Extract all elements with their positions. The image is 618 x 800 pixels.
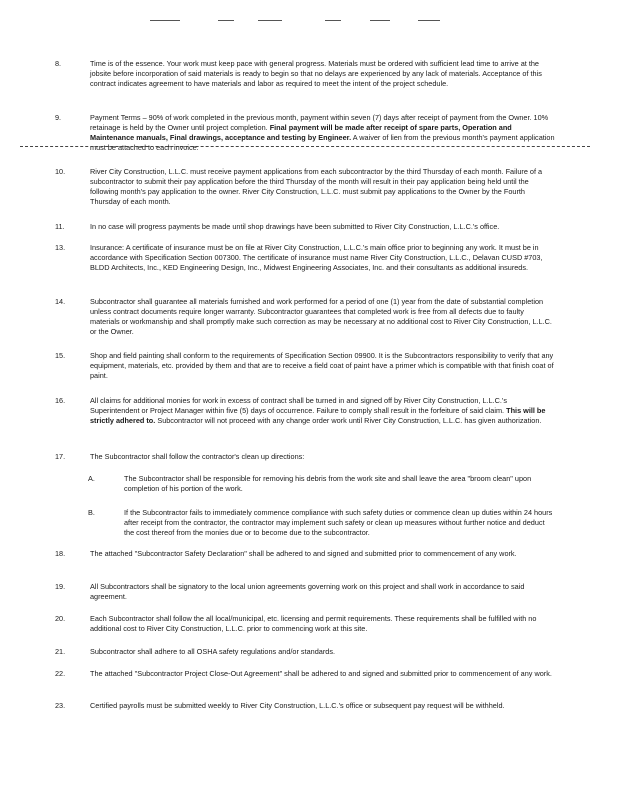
clause-number: 20. bbox=[55, 614, 66, 623]
clause-text-part: Subcontractor will not proceed with any change order work until River City Construction, L.L.C. has given authorization. bbox=[155, 416, 542, 425]
clause-text: Subcontractor shall guarantee all materials furnished and work performed for a period of one (1) year from the date of substantial completion unless contract documents require longer warranty. Subcontractor guarantees that completed work is free from all defects due to faulty materials or workmanship and shall promptly make such correction as may be necessary at no additional cost to River City Construction, L.L.C. or the Owner. bbox=[90, 297, 552, 336]
subclause-letter: B. bbox=[88, 508, 95, 517]
clause-text: Time is of the essence. Your work must keep pace with general progress. Materials must be ordered with sufficient lead time to arrive at the jobsite before incorporation of said materials is ready to begin so that no delays are experienced by any lack of materials. Acceptance of this contract indicates agreement to have materials and labor as required to meet the intent of the project schedule. bbox=[90, 59, 542, 88]
clause-number: 23. bbox=[55, 701, 66, 710]
subclause-text: The Subcontractor shall be responsible for removing his debris from the work site and shall leave the area "broom clean" upon completion of his portion of the work. bbox=[124, 474, 532, 493]
clause-number: 15. bbox=[55, 351, 66, 360]
clause-text: Shop and field painting shall conform to the requirements of Specification Section 09900. It is the Subcontractors responsibility to verify that any equipment, materials, etc. provided by them and that are to receive a field coat of paint have a primer which is compatible with that finish coat of paint. bbox=[90, 351, 554, 380]
clause-text: River City Construction, L.L.C. must receive payment applications from each subcontractor by the third Thursday of each month. Failure of a subcontractor to submit their pay application before the third Thursday of the month will result in their pay application being held until the following month's pay application to the owner. River City Construction, L.L.C. must submit pay applications to the Owner by the Fourth Thursday of each month. bbox=[90, 167, 543, 206]
clause-text: The attached "Subcontractor Safety Declaration" shall be adhered to and signed and submitted prior to commencement of any work. bbox=[90, 549, 517, 558]
clause-number: 8. bbox=[55, 59, 62, 68]
clause-text: The attached "Subcontractor Project Close-Out Agreement" shall be adhered to and signed and submitted prior to commencement of any work. bbox=[90, 669, 552, 678]
clause-number: 11. bbox=[55, 222, 65, 231]
dashed-divider bbox=[20, 146, 590, 147]
clause-text: Each Subcontractor shall follow the all local/municipal, etc. licensing and permit requirements. These requirements shall be fulfilled with no additional cost to River City Construction, L.L.C. prior to commencing work at this site. bbox=[90, 614, 537, 633]
clause-number: 21. bbox=[55, 647, 66, 656]
clause-text: Subcontractor shall adhere to all OSHA safety regulations and/or standards. bbox=[90, 647, 335, 656]
clause-text: The Subcontractor shall follow the contractor's clean up directions: bbox=[90, 452, 305, 461]
clause-number: 10. bbox=[55, 167, 66, 176]
clause-number: 19. bbox=[55, 582, 66, 591]
clause-number: 17. bbox=[55, 452, 66, 461]
subclause-text: If the Subcontractor fails to immediately commence compliance with such safety duties or commence clean up duties within 24 hours after receipt from the contractor, the contractor may implement such safety or clean up measures without further notice and deduct the cost thereof from the monies due or to become due to the subcontractor. bbox=[124, 508, 553, 537]
clause-number: 14. bbox=[55, 297, 66, 306]
clause-text-part: Payment Terms – 90% of work completed in the previous month, payment within seven (7) days after receipt of payment from the Owner. 10% retainage is held by the Owner until project completion. bbox=[90, 113, 549, 132]
clause-text: Certified payrolls must be submitted weekly to River City Construction, L.L.C.'s office or subsequent pay request will be withheld. bbox=[90, 701, 505, 710]
clause-text-bold: Final payment will be made after receipt of spare parts, Operation and Maintenance manuals, Final drawings, acceptance and testing by Engineer. bbox=[90, 123, 512, 142]
clause-number: 9. bbox=[55, 113, 62, 122]
clause-text-part: A waiver of lien from the previous month's payment application must be attached to each invoice. bbox=[90, 133, 555, 152]
clause-number: 22. bbox=[55, 669, 66, 678]
clause-text bbox=[90, 113, 555, 153]
clause-text: All Subcontractors shall be signatory to the local union agreements governing work on this project and shall work in accordance to said agreement. bbox=[90, 582, 525, 601]
clause-text bbox=[90, 396, 555, 426]
clause-text-bold: This will be strictly adhered to. bbox=[90, 406, 546, 425]
header-rule-marks bbox=[150, 20, 470, 24]
clause-number: 16. bbox=[55, 396, 66, 405]
clause-text-part: All claims for additional monies for work in excess of contract shall be turned in and signed off by River City Construction, L.L.C.'s Superintendent or Project Manager within five (5) days of occurrence. Failure to comply shall result in the forfeiture of said claim. bbox=[90, 396, 507, 415]
subclause-letter: A. bbox=[88, 474, 95, 483]
clause-text: Insurance: A certificate of insurance must be on file at River City Construction, L.L.C.'s main office prior to beginning any work. It must be in accordance with Specification Section 007300. The certificate of insurance must name River City Construction, L.L.C., Delavan CUSD #703, BLDD Architects, Inc., KED Engineering Design, Inc., Midwest Engineering Associates, Inc. and their consultants as additional insureds. bbox=[90, 243, 543, 272]
clause-text: In no case will progress payments be made until shop drawings have been submitted to River City Construction, L.L.C.'s office. bbox=[90, 222, 500, 231]
clause-number: 13. bbox=[55, 243, 66, 252]
clause-number: 18. bbox=[55, 549, 66, 558]
